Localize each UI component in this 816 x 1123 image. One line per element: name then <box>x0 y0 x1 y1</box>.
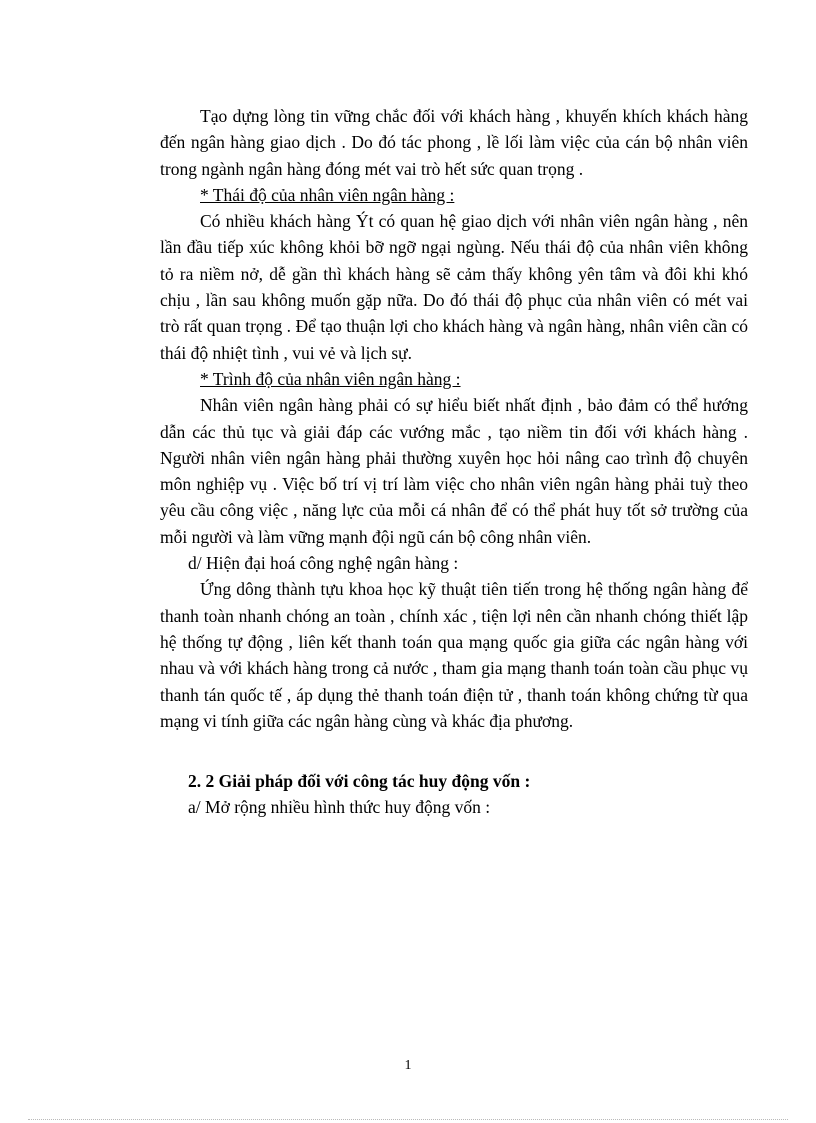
page-number: 1 <box>404 1058 412 1073</box>
page-body <box>160 103 748 821</box>
paragraph-modernization: Ứng dông thành tựu khoa học kỹ thuật tiên tiến trong hệ thống ngân hàng để thanh toàn nhanh chóng an toàn , chính xác , tiện lợi nên cần nhanh chóng thiết lập hệ thống tự động , liên kết thanh toán qua mạng quốc gia giữa các ngân hàng với nhau và với khách hàng trong cả nước , tham gia mạng thanh toán toàn cầu phục vụ thanh tán quốc tế , áp dụng thẻ thanh toán điện tử , thanh toán không chứng từ qua mạng vi tính giữa các ngân hàng cùng và khác địa phương. <box>160 579 748 731</box>
heading-staff-attitude <box>160 182 748 208</box>
heading-staff-attitude-text: * Thái độ của nhân viên ngân hàng : <box>200 184 455 205</box>
paragraph-skill: Nhân viên ngân hàng phải có sự hiểu biết nhất định , bảo đảm có thể hướng dẫn các thủ tục và giải đáp các vướng mắc , tạo niềm tin đối với khách hàng . Người nhân viên ngân hàng phải thường xuyên học hỏi nâng cao trình độ chuyên môn nghiệp vụ . Việc bố trí vị trí làm việc cho nhân viên ngân hàng phải tuỳ theo yêu cầu công việc , năng lực của mỗi cá nhân để có thể phát huy tốt sở trường của mỗi người và làm vững mạnh đội ngũ cán bộ công nhân viên. <box>160 395 748 547</box>
heading-staff-skill <box>160 366 748 392</box>
section-title: 2. 2 Giải pháp đối với công tác huy động vốn : <box>188 771 531 792</box>
paragraph-trust: Tạo dựng lòng tin vững chắc đối với khách hàng , khuyến khích khách hàng đến ngân hàng giao dịch . Do đó tác phong , lề lối làm việc của cán bộ nhân viên trong ngành ngân hàng đóng mét vai trò hết sức quan trọng . <box>160 106 748 179</box>
heading-staff-skill-text: * Trình độ của nhân viên ngân hàng : <box>200 368 461 389</box>
paragraph-attitude: Có nhiều khách hàng Ýt có quan hệ giao dịch với nhân viên ngân hàng , nên lần đầu tiếp xúc không khỏi bỡ ngỡ ngại ngùng. Nếu thái độ của nhân viên không tỏ ra niềm nở, dễ gần thì khách hàng sẽ cảm thấy không yên tâm và đôi khi khó chịu , lần sau không muốn gặp nữa. Do đó thái độ phục của nhân viên có mét vai trò rất quan trọng . Để tạo thuận lợi cho khách hàng và ngân hàng, nhân viên cần có thái độ nhiệt tình , vui vẻ và lịch sự. <box>160 211 748 363</box>
subsection-a: a/ Mở rộng nhiều hình thức huy động vốn : <box>188 797 491 818</box>
page-bottom-rule <box>28 1119 788 1120</box>
heading-modernization: d/ Hiện đại hoá công nghệ ngân hàng : <box>188 553 459 574</box>
